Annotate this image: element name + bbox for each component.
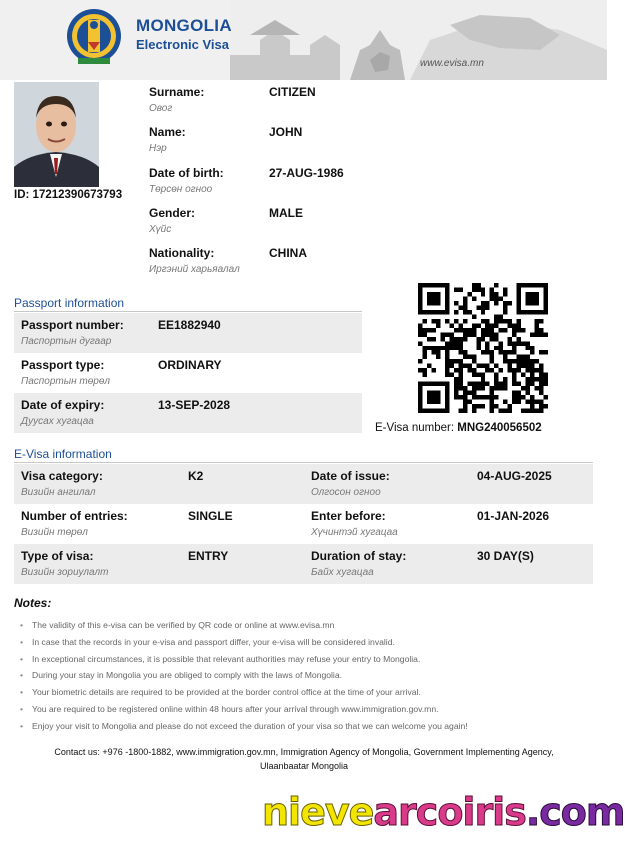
field-label: Surname: [149,85,205,99]
header-banner [0,0,607,80]
note-item: • During your stay in Mongolia you are obliged to comply with the laws of Mongolia. [18,667,598,684]
verification-qr-code [418,283,548,413]
field-sub: Хүйс [149,224,172,235]
contact-line-2: Ulaanbaatar Mongolia [259,761,349,771]
visa-type-value: ENTRY [188,549,229,563]
divider [14,462,593,463]
watermark-part-3: .com [525,790,625,834]
row-sub: Паспортын төрөл [21,376,111,387]
id-number: 17212390673793 [32,189,123,201]
row-sub: Визийн зориулалт [21,567,109,578]
entries-value: SINGLE [188,509,233,523]
field-surname [149,85,204,114]
date-of-issue-value: 04-AUG-2025 [477,469,552,483]
portrait-image [14,82,99,187]
passport-row [14,393,362,433]
soyombo-emblem-icon [66,6,122,66]
name-value: JOHN [269,125,303,139]
passport-section-title: Passport information [14,296,125,310]
row-label-2: Date of issue: [311,469,390,483]
passport-type-value: ORDINARY [158,358,222,372]
row-sub-2: Хүчинтэй хугацаа [311,527,398,538]
country-title: MONGOLIA [136,16,232,35]
contact-line-1: Contact us: +976 -1800-1882, www.immigration.gov.mn, Immigration Agency of Mongolia, Government Implementing Agency, [54,747,554,757]
gender-value: MALE [269,206,303,220]
contact-info [14,745,594,773]
divider [14,311,362,312]
duration-value: 30 DAY(S) [477,549,534,563]
field-date-of-birth [149,166,224,195]
evisa-section-title: E-Visa information [14,447,112,461]
field-label: Nationality: [149,246,215,260]
row-sub: Визийн төрөл [21,527,88,538]
field-sub: Нэр [149,143,167,154]
enter-before-value: 01-JAN-2026 [477,509,550,523]
note-item: • In case that the records in your e-visa and passport differ, your e-visa will be considered invalid. [18,634,598,651]
landmark-illustration [230,0,607,80]
evisa-row [14,504,593,544]
row-label: Type of visa: [21,549,94,563]
visa-category-value: K2 [188,469,204,483]
holder-photo [14,82,99,187]
note-item: • Enjoy your visit to Mongolia and please do not exceed the duration of your visa so that we can welcome you again! [18,718,598,735]
field-label: Gender: [149,206,196,220]
evisa-row [14,544,593,584]
field-sub: Иргэний харьяалал [149,264,240,275]
watermark-logo [262,790,625,834]
passport-row [14,313,362,353]
row-sub-2: Байх хугацаа [311,567,374,578]
evisa-number-label: E-Visa number: [375,422,455,434]
row-label-2: Enter before: [311,509,386,523]
field-nationality [149,246,240,275]
row-sub: Визийн ангилал [21,487,96,498]
passport-number-value: EE1882940 [158,318,221,332]
row-label: Date of expiry: [21,398,105,412]
row-label: Visa category: [21,469,103,483]
field-sub: Овог [149,103,173,114]
watermark-part-1: nieve [262,790,374,834]
expiry-value: 13-SEP-2028 [158,398,231,412]
website-url: www.evisa.mn [420,58,484,69]
row-label-2: Duration of stay: [311,549,407,563]
surname-value: CITIZEN [269,85,316,99]
notes-list [18,617,598,735]
holder-id [14,189,122,201]
row-label: Passport number: [21,318,124,332]
row-sub: Дуусах хугацаа [21,416,94,427]
id-label: ID: [14,189,30,201]
field-label: Name: [149,125,186,139]
row-sub: Паспортын дугаар [21,336,112,347]
date-of-birth-value: 27-AUG-1986 [269,166,344,180]
product-subtitle: Electronic Visa [136,37,229,52]
evisa-row [14,464,593,504]
row-sub-2: Олгосон огноо [311,487,381,498]
notes-title: Notes: [14,596,52,610]
nationality-value: CHINA [269,246,307,260]
field-sub: Төрсөн огноо [149,184,213,195]
note-item: • You are required to be registered online within 48 hours after your arrival through www.immigration.gov.mn. [18,701,598,718]
evisa-number-value: MNG240056502 [457,422,542,434]
passport-row [14,353,362,393]
watermark-part-2: arcoiris [373,790,526,834]
evisa-number-line [375,422,542,434]
note-item: • Your biometric details are required to be provided at the border control office at the time of your arrival. [18,684,598,701]
field-label: Date of birth: [149,166,224,180]
row-label: Number of entries: [21,509,128,523]
field-name [149,125,186,154]
field-gender [149,206,195,235]
note-item: • The validity of this e-visa can be verified by QR code or online at www.evisa.mn [18,617,598,634]
note-item: • In exceptional circumstances, it is possible that relevant authorities may refuse your entry to Mongolia. [18,651,598,668]
row-label: Passport type: [21,358,105,372]
